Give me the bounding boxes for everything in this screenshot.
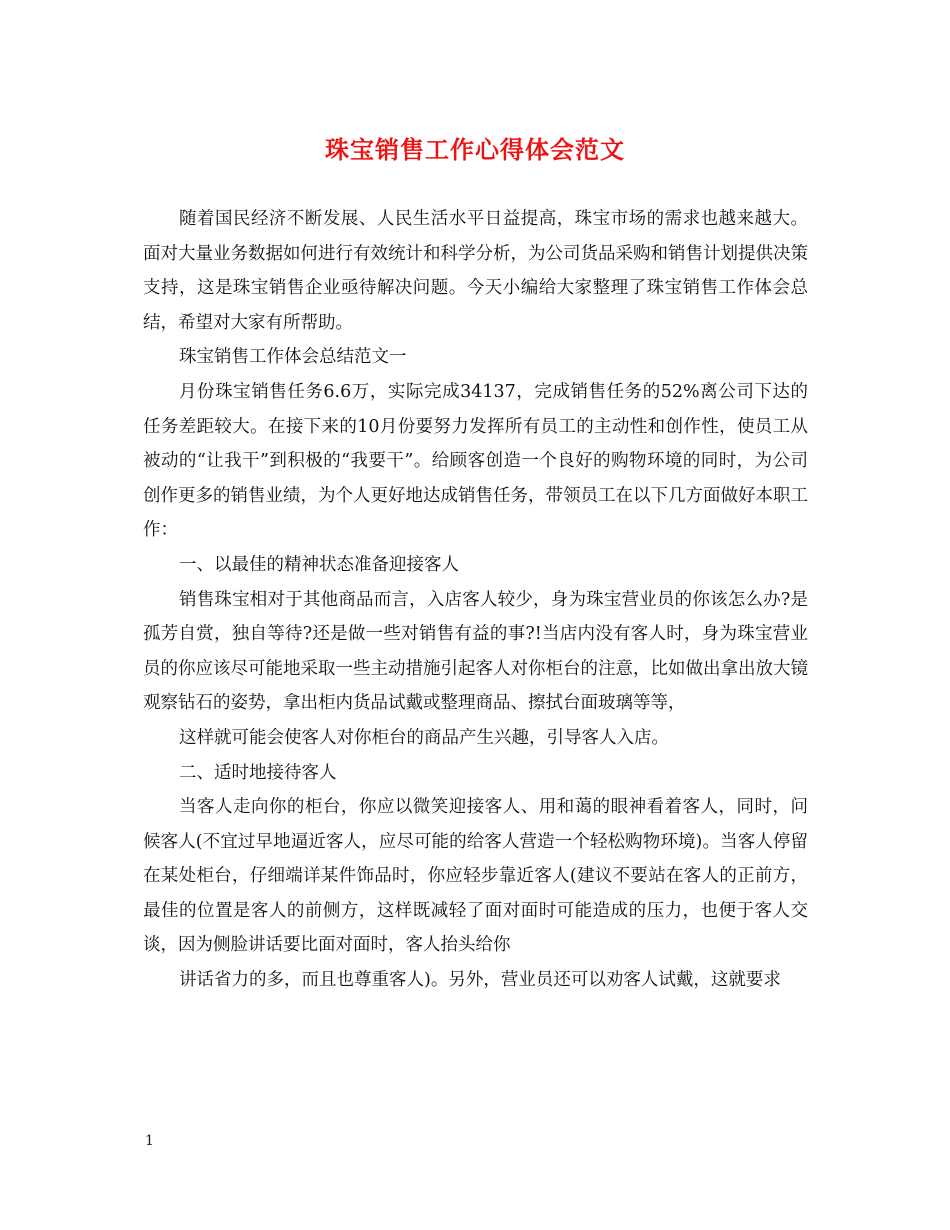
body-paragraph: 这样就可能会使客人对你柜台的商品产生兴趣，引导客人入店。 [179,727,669,748]
page-number: 1 [145,1133,154,1149]
body-paragraph: 当客人走向你的柜台，你应以微笑迎接客人、用和蔼的眼神看着客人，同时，问候客人(不宜过早地逼近客人，应尽可能的给客人营造一个轻松购物环境)。当客人停留在某处柜台，仔细端详某件饰品时，你应轻步靠近客人(建议不要站在客人的正前方，最佳的位置是客人的前侧方，这样既减轻了面对面时可能造成的压力，也便于客人交谈，因为侧脸讲话要比面对面时，客人抬头给你 [143,797,808,956]
document-title: 珠宝销售工作心得体会范文 [325,135,625,164]
intro-paragraph: 随着国民经济不断发展、人民生活水平日益提高，珠宝市场的需求也越来越大。面对大量业务数据如何进行有效统计和科学分析，为公司货品采购和销售计划提供决策支持，这是珠宝销售企业亟待解决问题。今天小编给大家整理了珠宝销售工作体会总结，希望对大家有所帮助。 [143,209,808,333]
body-paragraph: 销售珠宝相对于其他商品而言，入店客人较少，身为珠宝营业员的你该怎么办?是孤芳自赏，独自等待?还是做一些对销售有益的事?!当店内没有客人时，身为珠宝营业员的你应该尽可能地采取一些主动措施引起客人对你柜台的注意，比如做出拿出放大镜观察钻石的姿势，拿出柜内货品试戴或整理商品、擦拭台面玻璃等等， [143,589,808,714]
document-body [143,202,808,998]
body-paragraph: 月份珠宝销售任务6.6万，实际完成34137，完成销售任务的52%离公司下达的任务差距较大。在接下来的10月份要努力发挥所有员工的主动性和创作性，使员工从被动的“让我干”到积极的“我要干”。给顾客创造一个良好的购物环境的同时，为公司创作更多的销售业绩，为个人更好地达成销售任务，带领员工在以下几方面做好本职工作： [143,381,808,541]
section-heading: 珠宝销售工作体会总结范文一 [179,347,407,368]
body-paragraph: 讲话省力的多，而且也尊重客人)。另外，营业员还可以劝客人试戴，这就要求 [179,970,781,991]
section-heading: 二、适时地接待客人 [179,762,337,783]
section-heading: 一、以最佳的精神状态准备迎接客人 [179,554,459,575]
